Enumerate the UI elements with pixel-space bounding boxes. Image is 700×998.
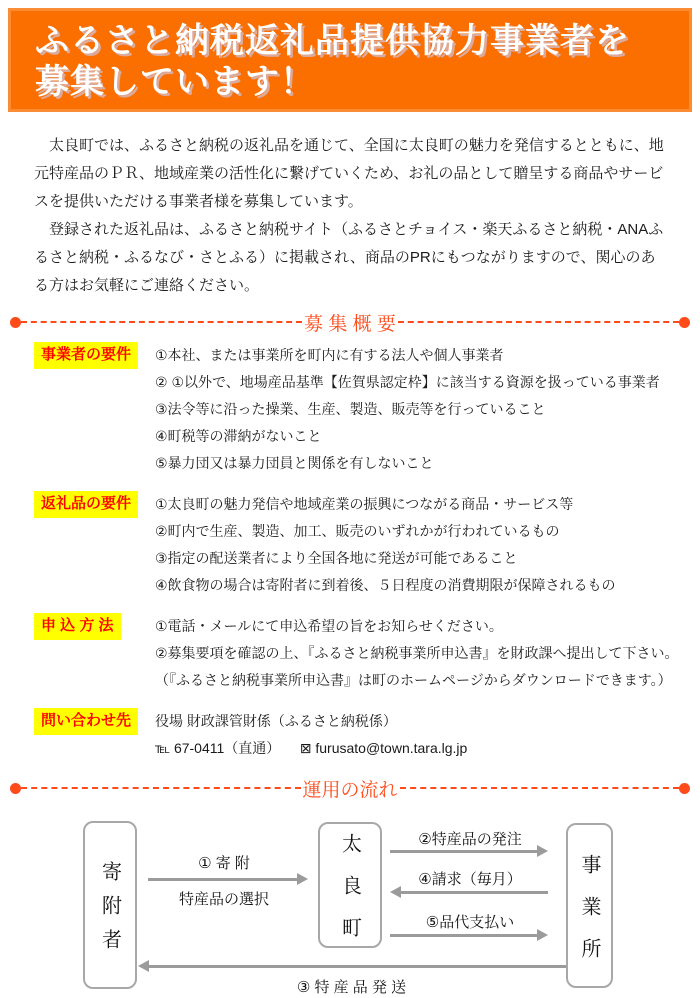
flow-box-donor: 寄附者 [83, 821, 137, 989]
flow-box-town: 太良町 [318, 822, 382, 948]
requirement-item: ②町内で生産、製造、加工、販売のいずれかが行われているもの [155, 523, 560, 539]
requirement-list [155, 491, 700, 599]
flow-arrow-donation [148, 878, 298, 881]
flow-label-payment: ⑤品代支払い [425, 914, 515, 931]
flow-arrow-payment [390, 934, 538, 937]
divider-dot-right [679, 317, 690, 328]
requirement-list [155, 342, 700, 477]
section-how-to-apply [34, 613, 700, 694]
section-label: 返礼品の要件 [34, 491, 138, 518]
section-label: 問い合わせ先 [34, 708, 138, 735]
page-title-line2: 募集しています！ [35, 63, 315, 101]
page-title-line1: ふるさと納税返礼品提供協力事業者を [35, 22, 630, 60]
flow-arrow-shipping [148, 965, 566, 968]
apply-step: ②募集要項を確認の上、『ふるさと納税事業所申込書』を財政課へ提出して下さい。 [155, 645, 679, 661]
flow-label-product-selection: 特産品の選択 [178, 891, 269, 908]
divider-dash [21, 787, 301, 789]
section-business-requirements [34, 342, 700, 477]
intro-text [34, 132, 666, 300]
apply-steps-list [155, 613, 700, 694]
flow-label-donation: ① 寄 附 [198, 855, 250, 872]
recruit-overview-divider [10, 310, 690, 334]
divider-dot-left [10, 783, 21, 794]
apply-step: ①電話・メールにて申込希望の旨をお知らせください。 [155, 618, 503, 634]
recruit-overview-title: 募 集 概 要 [304, 313, 396, 335]
flow-arrow-product-order [390, 850, 538, 853]
divider-dot-left [10, 317, 21, 328]
divider-dash [400, 787, 680, 789]
contact-spacer [284, 740, 296, 756]
contact-info [155, 708, 700, 762]
requirement-item: ①本社、または事業所を町内に有する法人や個人事業者 [155, 347, 504, 363]
page-title-banner [8, 8, 692, 112]
requirement-item: ①太良町の魅力発信や地域産業の振興につながる商品・サービス等 [155, 496, 574, 512]
flow-label-shipping: ③ 特 産 品 発 送 [296, 979, 407, 996]
intro-paragraph-2: 登録された返礼品は、ふるさと納税サイト（ふるさとチョイス・楽天ふるさと納税・ANAふるさと納税・ふるなび・さとふる）に掲載され、商品のPRにもつながりますので、関心のある方はお気軽にご連絡ください。 [34, 221, 664, 294]
tel-icon: ℡ [155, 740, 171, 756]
apply-step-note: （『ふるさと納税事業所申込書』は町のホームページからダウンロードできます。） [155, 672, 672, 688]
divider-dash [398, 321, 679, 323]
intro-paragraph-1: 太良町では、ふるさと納税の返礼品を通じて、全国に太良町の魅力を発信するとともに、地元特産品のＰＲ、地域産業の活性化に繋げていくため、お礼の品として贈呈する商品やサービスを提供いただける事業者様を募集しています。 [34, 137, 664, 210]
requirement-item: ② ①以外で、地場産品基準【佐賀県認定枠】に該当する資源を扱っている事業者 [155, 374, 660, 390]
operation-flow-title: 運用の流れ [302, 779, 398, 801]
flow-label-invoice: ④請求（毎月） [418, 871, 522, 888]
contact-email: furusato@town.tara.lg.jp [315, 740, 468, 756]
requirement-item: ③指定の配送業者により全国各地に発送が可能であること [155, 550, 518, 566]
flow-label-product-order: ②特産品の発注 [418, 831, 522, 848]
requirement-item: ④飲食物の場合は寄附者に到着後、５日程度の消費期限が保障されるもの [155, 577, 616, 593]
contact-tel-mail-line [155, 735, 700, 762]
flow-box-business: 事業所 [566, 823, 613, 988]
operation-flow-diagram [0, 808, 700, 998]
requirement-item: ④町税等の滞納がないこと [155, 428, 322, 444]
flow-arrow-invoice [400, 891, 548, 894]
section-label: 事業者の要件 [34, 342, 138, 369]
section-gift-requirements [34, 491, 700, 599]
section-label: 申 込 方 法 [34, 613, 121, 640]
operation-flow-divider [10, 776, 690, 800]
divider-dot-right [679, 783, 690, 794]
requirement-item: ③法令等に沿った操業、生産、製造、販売等を行っていること [155, 401, 546, 417]
section-contact [34, 708, 700, 762]
contact-phone: 67-0411（直通） [173, 740, 281, 756]
requirement-item: ⑤暴力団又は暴力団員と関係を有しないこと [155, 455, 434, 471]
mail-icon: ⊠ [299, 740, 312, 756]
divider-dash [21, 321, 302, 323]
contact-office: 役場 財政課管財係（ふるさと納税係） [155, 713, 397, 729]
